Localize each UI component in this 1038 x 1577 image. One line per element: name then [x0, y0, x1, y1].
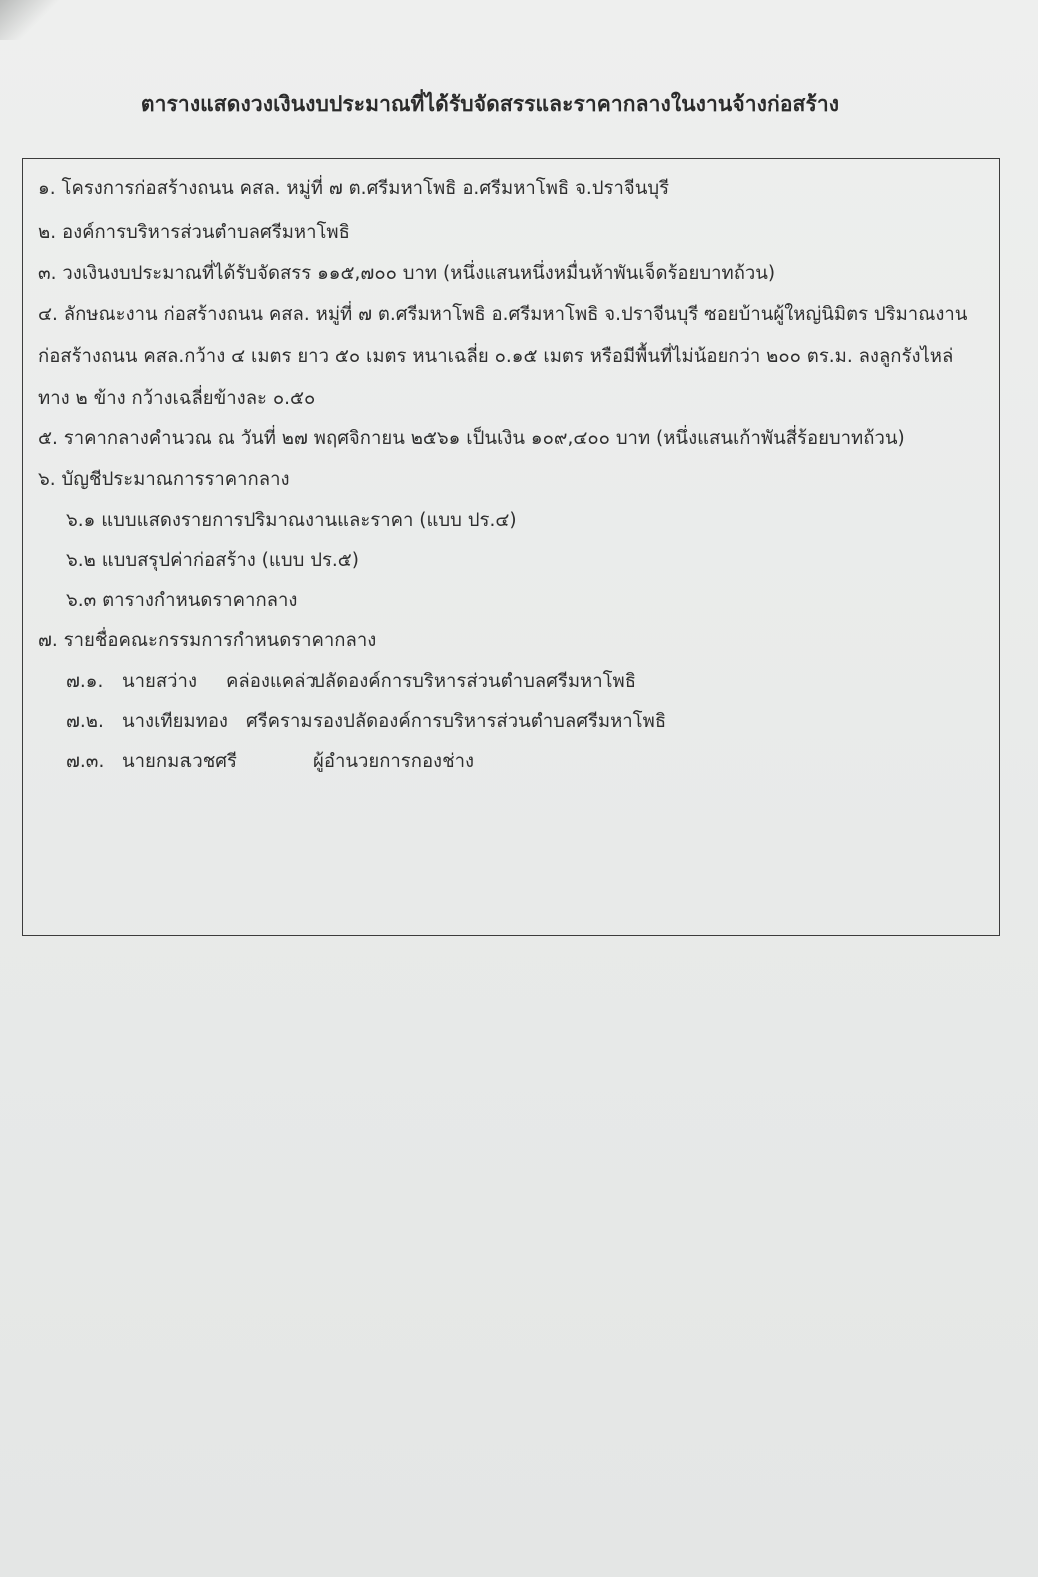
item-4-work-description-cont: ก่อสร้างถนน คสล.กว้าง ๔ เมตร ยาว ๕๐ เมตร หนาเฉลี่ย ๐.๑๕ เมตร หรือมีพื้นที่ไม่น้อยกว่า ๒๐๐ ตร.ม. ลงลูกรังไหล่: [38, 346, 954, 367]
member-role: ผู้อำนวยการกองช่าง: [313, 751, 475, 772]
member-surname: ศรีคราม: [246, 711, 313, 732]
committee-member: [66, 710, 766, 734]
member-number: ๗.๒.: [66, 711, 104, 732]
member-name: นางเทียมทอง: [122, 711, 228, 732]
item-6-3-median-table: ๖.๓ ตารางกำหนดราคากลาง: [66, 590, 298, 611]
item-6-2-form-pr5: ๖.๒ แบบสรุปค่าก่อสร้าง (แบบ ปร.๕): [66, 550, 359, 571]
item-3-budget: ๓. วงเงินงบประมาณที่ได้รับจัดสรร ๑๑๕,๗๐๐ บาท (หนึ่งแสนหนึ่งหมื่นห้าพันเจ็ดร้อยบาทถ้วน): [38, 263, 776, 284]
item-2-agency: ๒. องค์การบริหารส่วนตำบลศรีมหาโพธิ: [38, 222, 350, 243]
page-corner-shadow: [0, 0, 60, 40]
member-name: นายสว่าง: [122, 671, 197, 692]
item-6-estimate-list: ๖. บัญชีประมาณการราคากลาง: [38, 469, 290, 490]
item-4-work-description: ๔. ลักษณะงาน ก่อสร้างถนน คสล. หมู่ที่ ๗ ต.ศรีมหาโพธิ อ.ศรีมหาโพธิ จ.ปราจีนบุรี ซอยบ้านผู้ใหญ่นิมิตร ปริมาณงาน: [38, 304, 968, 325]
document-title: ตารางแสดงวงเงินงบประมาณที่ได้รับจัดสรรและราคากลางในงานจ้างก่อสร้าง: [140, 92, 840, 116]
member-number: ๗.๓.: [66, 751, 105, 772]
member-name: นายกมล: [122, 751, 191, 772]
item-4-work-description-end: ทาง ๒ ข้าง กว้างเฉลี่ยข้างละ ๐.๕๐: [38, 388, 316, 409]
item-5-median-price: ๕. ราคากลางคำนวณ ณ วันที่ ๒๗ พฤศจิกายน ๒๕๖๑ เป็นเงิน ๑๐๙,๔๐๐ บาท (หนึ่งแสนเก้าพันสี่ร้อยบาทถ้วน): [38, 428, 905, 449]
committee-member: [66, 750, 766, 774]
member-role: ปลัดองค์การบริหารส่วนตำบลศรีมหาโพธิ: [313, 671, 637, 692]
member-role: รองปลัดองค์การบริหารส่วนตำบลศรีมหาโพธิ: [313, 711, 667, 732]
member-surname: เวชศรี: [186, 751, 237, 772]
item-1-project: ๑. โครงการก่อสร้างถนน คสล. หมู่ที่ ๗ ต.ศรีมหาโพธิ อ.ศรีมหาโพธิ จ.ปราจีนบุรี: [38, 178, 670, 199]
item-6-1-form-pr4: ๖.๑ แบบแสดงรายการปริมาณงานและราคา (แบบ ปร.๔): [66, 510, 517, 531]
committee-member: [66, 670, 766, 694]
item-7-committee-heading: ๗. รายชื่อคณะกรรมการกำหนดราคากลาง: [38, 630, 377, 651]
member-number: ๗.๑.: [66, 671, 104, 692]
member-surname: คล่องแคล่ว: [226, 671, 316, 692]
